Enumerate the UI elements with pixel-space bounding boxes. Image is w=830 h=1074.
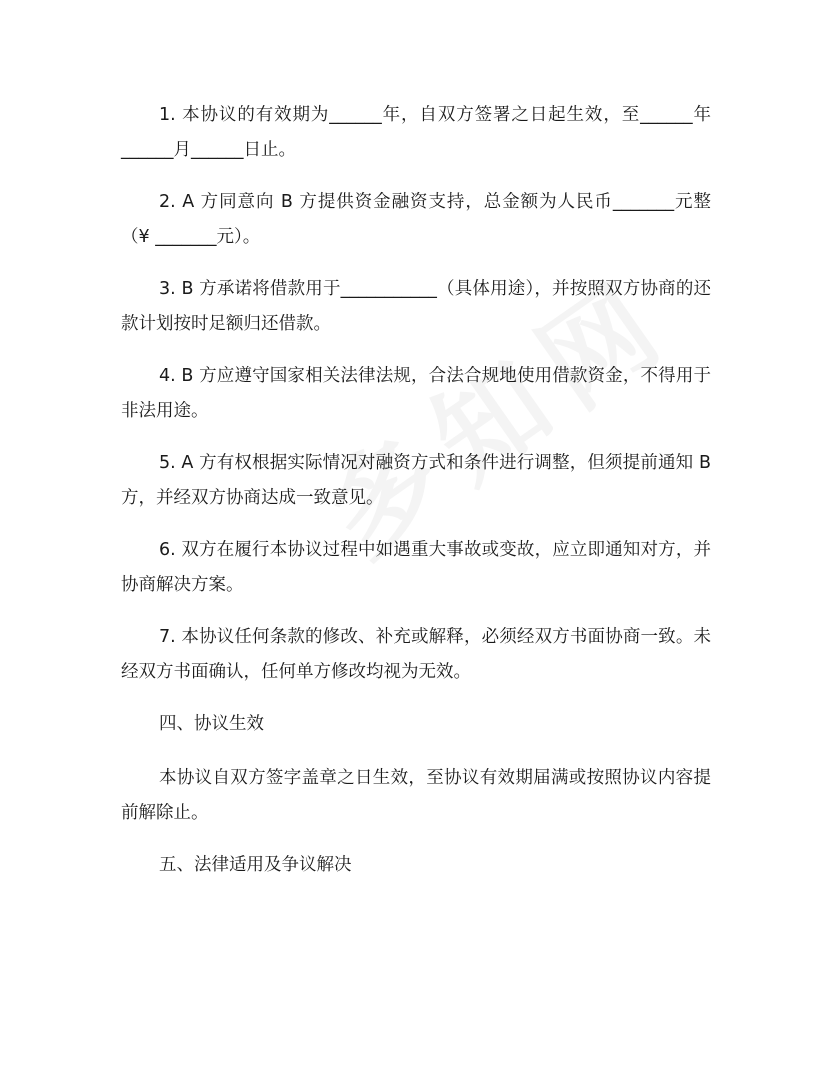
clause-2: 2. A 方同意向 B 方提供资金融资支持，总金额为人民币_______元整（¥ _______元）。 [121, 192, 711, 247]
clause-5: 5. A 方有权根据实际情况对融资方式和条件进行调整，但须提前通知 B 方，并经双方协商达成一致意见。 [121, 453, 711, 508]
clause-7: 7. 本协议任何条款的修改、补充或解释，必须经双方书面协商一致。未经双方书面确认，任何单方修改均视为无效。 [121, 627, 711, 682]
clause-6: 6. 双方在履行本协议过程中如遇重大事故或变故，应立即通知对方，并协商解决方案。 [121, 540, 711, 595]
section-heading-4: 四、协议生效 [159, 714, 264, 734]
document-body [121, 98, 711, 902]
section-4-body: 本协议自双方签字盖章之日生效，至协议有效期届满或按照协议内容提前解除止。 [121, 768, 711, 823]
clause-4: 4. B 方应遵守国家相关法律法规，合法合规地使用借款资金，不得用于非法用途。 [121, 366, 711, 421]
section-heading-5: 五、法律适用及争议解决 [159, 855, 352, 875]
clause-3: 3. B 方承诺将借款用于___________（具体用途），并按照双方协商的还款计划按时足额归还借款。 [121, 279, 711, 334]
clause-1: 1. 本协议的有效期为______年，自双方签署之日起生效，至______年______月______日止。 [121, 105, 711, 160]
